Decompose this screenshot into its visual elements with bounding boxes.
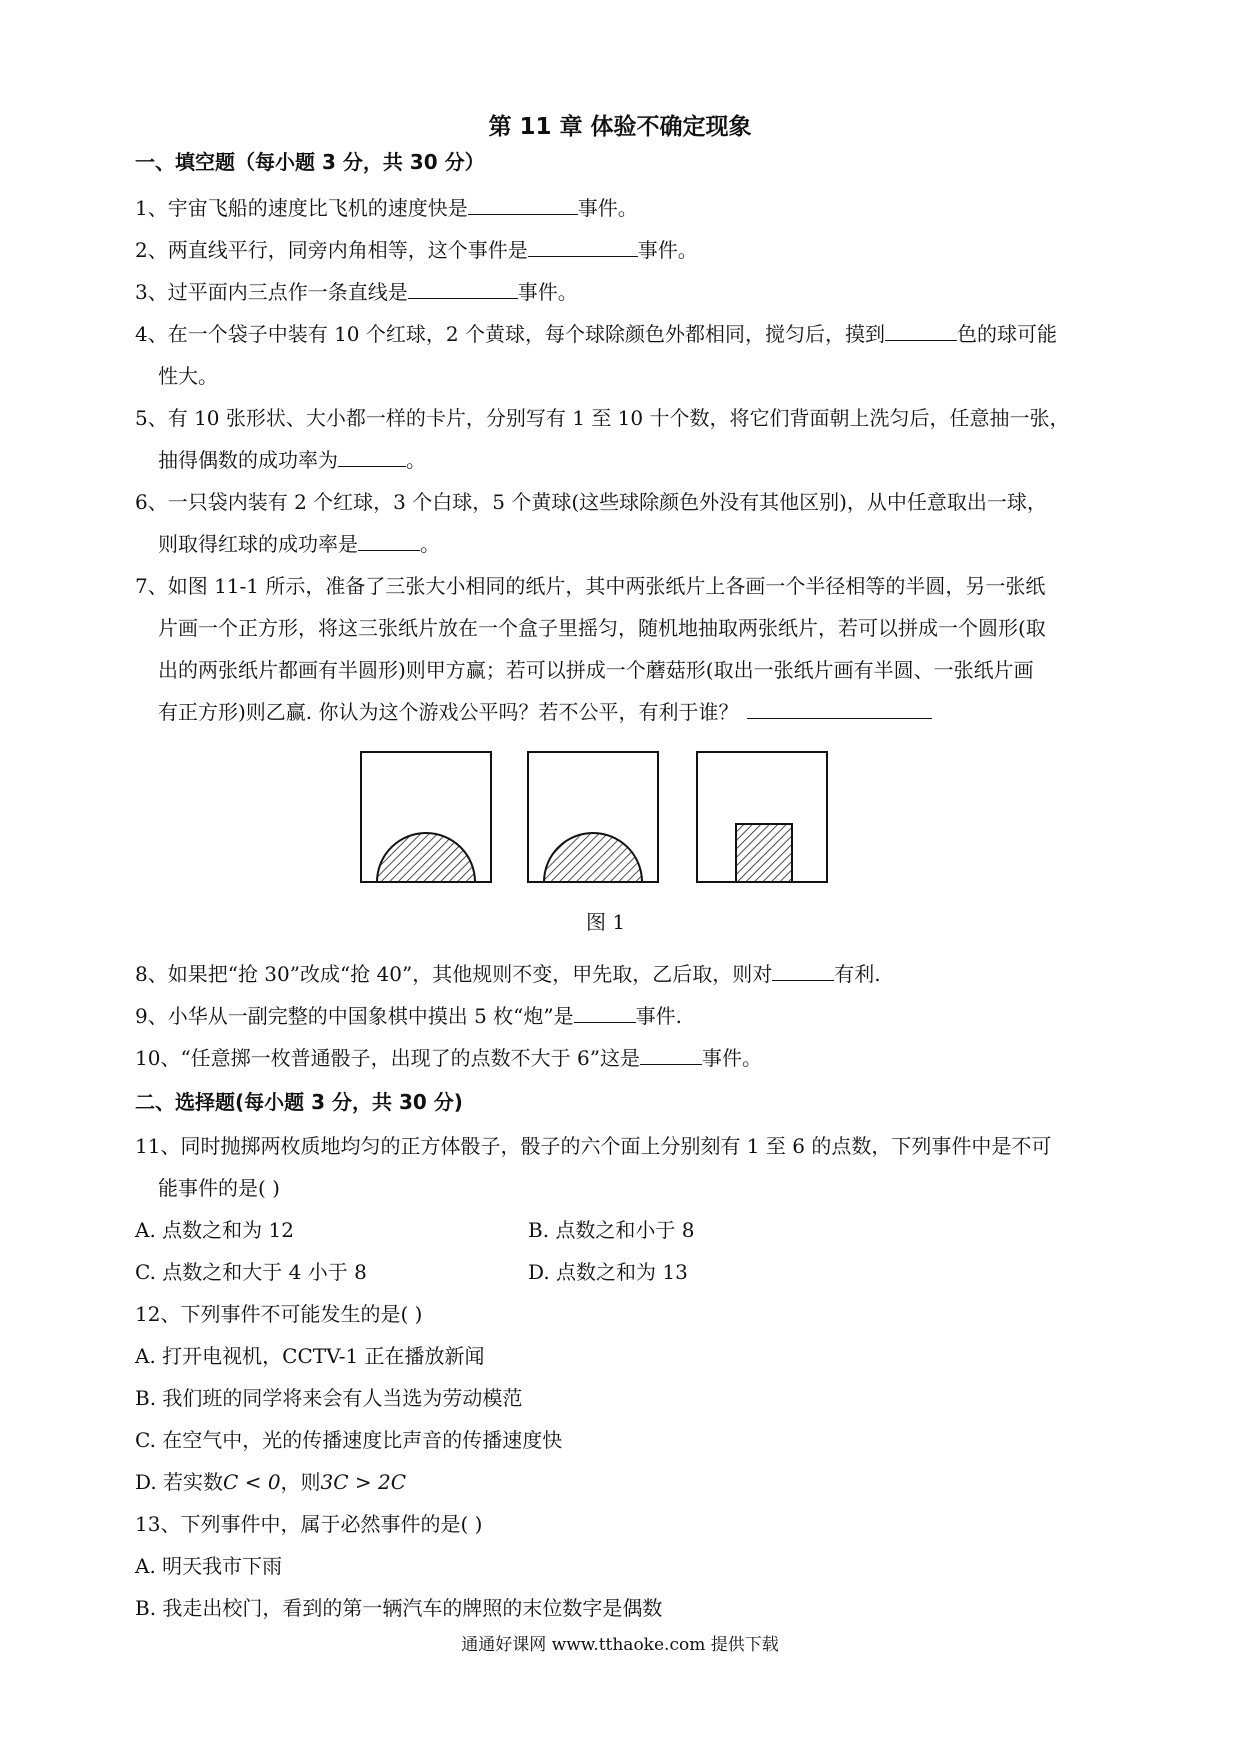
answer-blank — [358, 532, 420, 551]
card-semicircle-2 — [528, 752, 658, 882]
q11-option-a: A. 点数之和为 12 — [135, 1218, 294, 1242]
q11-option-c: C. 点数之和大于 4 小于 8 — [135, 1260, 367, 1284]
section-multiple-choice: 二、选择题(每小题 3 分，共 30 分) — [135, 1090, 463, 1114]
q5-text-end: 。 — [406, 448, 426, 472]
q3-text: 3、过平面内三点作一条直线是 — [135, 280, 408, 304]
q1-text: 1、宇宙飞船的速度比飞机的速度快是 — [135, 196, 468, 220]
q4-text: 4、在一个袋子中装有 10 个红球，2 个黄球，每个球除颜色外都相同，搅匀后，摸到 — [135, 322, 885, 346]
q10-text: 10、“任意掷一枚普通骰子，出现了的点数不大于 6”这是 — [135, 1046, 640, 1070]
question-4-continued: 性大。 — [158, 364, 218, 388]
card-semicircle-1 — [361, 752, 491, 882]
answer-blank — [528, 238, 638, 257]
q12-option-d — [135, 1466, 406, 1495]
q10-text-end: 事件。 — [701, 1046, 762, 1070]
q3-text-end: 事件。 — [517, 280, 578, 304]
question-10 — [135, 1042, 1125, 1071]
answer-blank — [772, 962, 834, 981]
question-13: 13、下列事件中，属于必然事件的是( ) — [135, 1512, 483, 1536]
q12-d-mid: ，则 — [280, 1470, 321, 1494]
q4-text-mid: 色的球可能 — [956, 322, 1057, 346]
answer-blank — [640, 1046, 702, 1065]
q6-text-end: 。 — [420, 532, 440, 556]
question-11-continued: 能事件的是( ) — [158, 1176, 280, 1200]
card-square — [697, 752, 827, 882]
q12-d-result: 3C > 2C — [320, 1470, 407, 1494]
question-8 — [135, 958, 1125, 987]
answer-blank — [574, 1004, 636, 1023]
question-6: 6、一只袋内装有 2 个红球，3 个白球，5 个黄球(这些球除颜色外没有其他区别)，从中任意取出一球， — [135, 490, 1047, 514]
answer-blank — [408, 280, 518, 299]
q1-text-end: 事件。 — [577, 196, 638, 220]
answer-blank — [338, 448, 406, 467]
page-title: 第 11 章 体验不确定现象 — [488, 114, 752, 140]
answer-blank — [468, 196, 578, 215]
question-2 — [135, 234, 1125, 263]
q12-option-b: B. 我们班的同学将来会有人当选为劳动模范 — [135, 1386, 523, 1410]
q13-option-a: A. 明天我市下雨 — [135, 1554, 283, 1578]
answer-blank — [885, 322, 957, 341]
q9-text-end: 事件. — [635, 1004, 682, 1028]
question-5: 5、有 10 张形状、大小都一样的卡片，分别写有 1 至 10 十个数，将它们背面朝上洗匀后，任意抽一张， — [135, 406, 1070, 430]
page-footer: 通通好课网 www.tthaoke.com 提供下载 — [461, 1635, 779, 1655]
q11-option-d: D. 点数之和为 13 — [528, 1260, 688, 1284]
q5-text: 抽得偶数的成功率为 — [158, 448, 338, 472]
q2-text-end: 事件。 — [637, 238, 698, 262]
question-7-line-3: 出的两张纸片都画有半圆形)则甲方赢；若可以拼成一个蘑菇形(取出一张纸片画有半圆、一张纸片画 — [158, 658, 1034, 682]
q13-option-b: B. 我走出校门，看到的第一辆汽车的牌照的末位数字是偶数 — [135, 1596, 663, 1620]
question-7-line-2: 片画一个正方形，将这三张纸片放在一个盒子里摇匀，随机地抽取两张纸片，若可以拼成一个圆形(取 — [158, 616, 1046, 640]
q8-text: 8、如果把“抢 30”改成“抢 40”，其他规则不变，甲先取，乙后取，则对 — [135, 962, 773, 986]
figure-caption: 图 1 — [586, 910, 626, 934]
question-1 — [135, 192, 1125, 221]
question-7: 7、如图 11-1 所示，准备了三张大小相同的纸片，其中两张纸片上各画一个半径相等的半圆，另一张纸 — [135, 574, 1046, 598]
question-6-continued — [158, 528, 1128, 557]
answer-blank — [747, 700, 932, 719]
section-fill-in: 一、填空题（每小题 3 分，共 30 分） — [135, 150, 485, 174]
q6-text: 则取得红球的成功率是 — [158, 532, 358, 556]
question-5-continued — [158, 444, 1128, 473]
question-12: 12、下列事件不可能发生的是( ) — [135, 1302, 423, 1326]
question-11: 11、同时抛掷两枚质地均匀的正方体骰子，骰子的六个面上分别刻有 1 至 6 的点数，下列事件中是不可 — [135, 1134, 1052, 1158]
q12-option-a: A. 打开电视机，CCTV-1 正在播放新闻 — [135, 1344, 485, 1368]
q9-text: 9、小华从一副完整的中国象棋中摸出 5 枚“炮”是 — [135, 1004, 574, 1028]
q12-d-prefix: D. 若实数 — [135, 1470, 224, 1494]
question-3 — [135, 276, 1125, 305]
question-4 — [135, 318, 1125, 347]
q8-text-end: 有利. — [834, 962, 881, 986]
q12-option-c: C. 在空气中，光的传播速度比声音的传播速度快 — [135, 1428, 563, 1452]
q11-option-b: B. 点数之和小于 8 — [528, 1218, 695, 1242]
q2-text: 2、两直线平行，同旁内角相等，这个事件是 — [135, 238, 528, 262]
q12-d-condition: C < 0 — [223, 1470, 281, 1494]
q7-text: 有正方形)则乙赢. 你认为这个游戏公平吗？若不公平，有利于谁？ — [158, 700, 739, 724]
question-7-line-4 — [158, 696, 1128, 725]
question-9 — [135, 1000, 1125, 1029]
